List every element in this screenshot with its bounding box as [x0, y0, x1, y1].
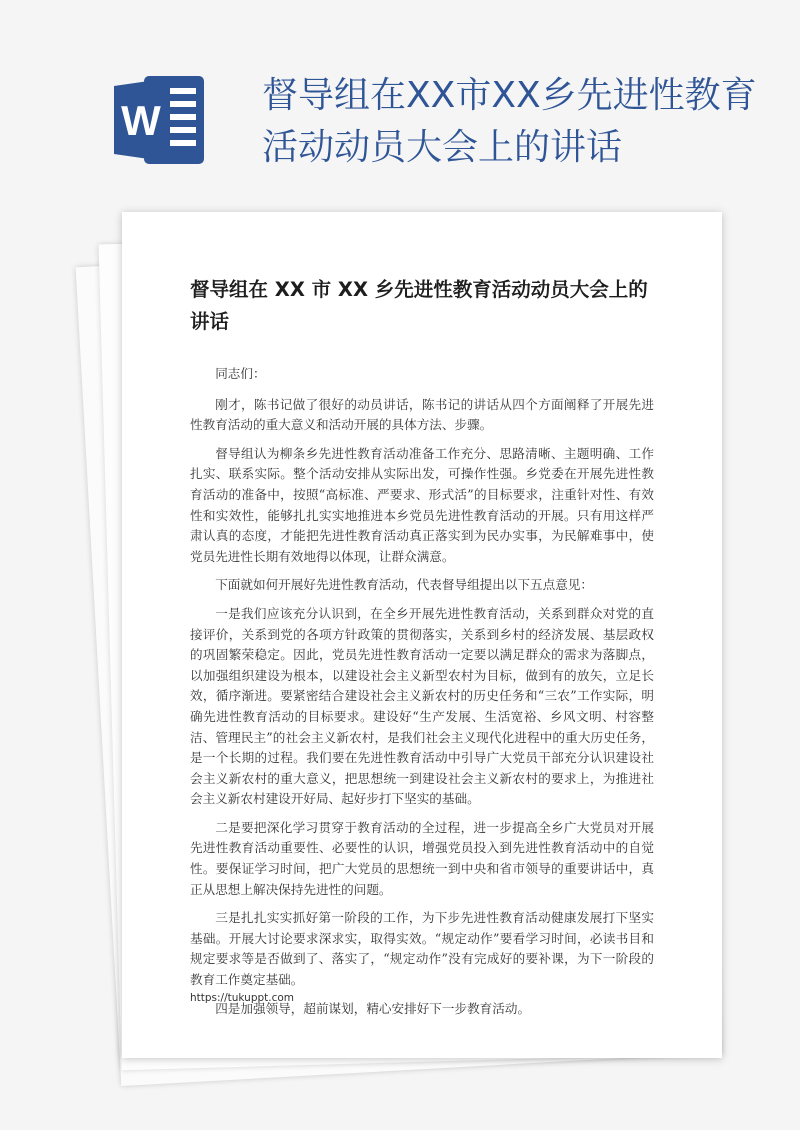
header-banner — [0, 0, 800, 200]
salutation: 同志们： — [215, 366, 266, 381]
paragraph: 三是扎扎实实抓好第一阶段的工作，为下步先进性教育活动健康发展打下坚实基础。开展大讨论要求深求实，取得实效。“规定动作”要看学习时间，必读书目和规定要求等是否做到了、落实了，“规定动作”没有完成好的要补课，为下一阶段的教育工作奠定基础。 — [190, 910, 654, 988]
paragraph: 下面就如何开展好先进性教育活动，代表督导组提出以下五点意见： — [215, 577, 593, 593]
paragraph: 刚才，陈书记做了很好的动员讲话，陈书记的讲话从四个方面阐释了开展先进性教育活动的重大意义和活动开展的具体方法、步骤。 — [190, 396, 654, 433]
word-document-icon — [110, 70, 210, 170]
document-title: 督导组在 XX 市 XX 乡先进性教育活动动员大会上的讲话 — [190, 278, 648, 333]
word-icon-letter: W — [121, 97, 161, 144]
paragraph: 二是要把深化学习贯穿于教育活动的全过程，进一步提高全乡广大党员对开展先进性教育活动重要性、必要性的认识，增强党员投入到先进性教育活动中的自觉性。要保证学习时间，把广大党员的思想统一到中央和省市领导的重要讲话中，真正从思想上解决保持先进性的问题。 — [190, 819, 654, 897]
paragraph: 一是我们应该充分认识到，在全乡开展先进性教育活动，关系到群众对党的直接评价，关系到党的各项方针政策的贯彻落实，关系到乡村的经济发展、基层政权的巩固繁荣稳定。因此，党员先进性教育活动一定要以满足群众的需求为落脚点，以加强组织建设为根本，以建设社会主义新型农村为目标，做到有的放矢，立足长效，循序渐进。要紧密结合建设社会主义新农村的历史任务和“三农”工作实际，明确先进性教育活动的目标要求。建设好“生产发展、生活宽裕、乡风文明、村容整洁、管理民主”的社会主义新农村，是我们社会主义现代化进程中的重大历史任务，是一个长期的过程。我们要在先进性教育活动中引导广大党员干部充分认识建设社会主义新农村的重大意义，把思想统一到建设社会主义新农村的要求上，为推进社会主义新农村建设开好局、起好步打下坚实的基础。 — [190, 605, 654, 807]
header-title: 督导组在XX市XX乡先进性教育活动动员大会上的讲话 — [262, 75, 757, 168]
paragraph: 督导组认为柳条乡先进性教育活动准备工作充分、思路清晰、主题明确、工作扎实、联系实际。整个活动安排从实际出发，可操作性强。乡党委在开展先进性教育活动的准备中，按照“高标准、严要求、形式活”的目标要求，注重针对性、有效性和实效性，能够扎扎实实地推进本乡党员先进性教育活动的开展。只有用这样严肃认真的态度，才能把先进性教育活动真正落实到为民办实事，为民解难事中，使党员先进性长期有效地得以体现，让群众满意。 — [190, 445, 654, 564]
footer-url: https://tukuppt.com — [190, 992, 295, 1004]
document-page — [122, 212, 722, 1058]
paragraph: 四是加强领导，超前谋划，精心安排好下一步教育活动。 — [215, 1000, 531, 1016]
